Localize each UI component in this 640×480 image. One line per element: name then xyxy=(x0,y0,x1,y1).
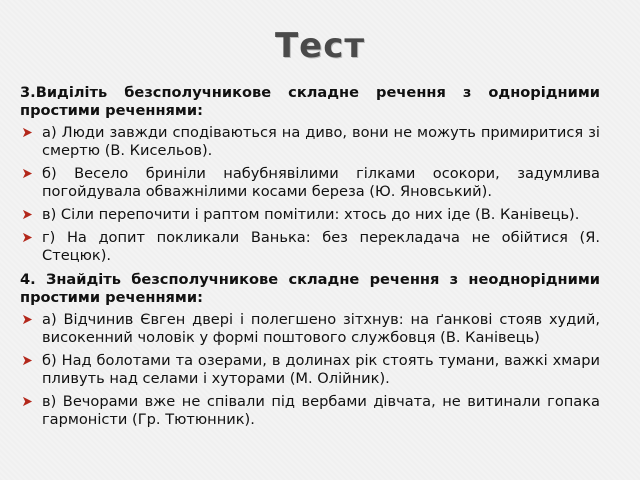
option-text: б) Над болотами та озерами, в долинах рік стоять тумани, важкі хмари пливуть над селами і хуторами (М. Олійник). xyxy=(42,352,600,387)
arrow-bullet-icon xyxy=(22,396,33,407)
slide-content xyxy=(20,84,600,449)
question-3-options xyxy=(20,124,600,265)
option-text: в) Сіли перепочити і раптом помітили: хтось до них іде (В. Канівець). xyxy=(42,206,580,223)
arrow-bullet-icon xyxy=(22,355,33,366)
list-item xyxy=(42,311,600,347)
arrow-bullet-icon xyxy=(22,209,33,220)
list-item xyxy=(42,206,600,224)
arrow-bullet-icon xyxy=(22,168,33,179)
list-item xyxy=(42,229,600,265)
slide-title: Тест xyxy=(274,26,366,66)
list-item xyxy=(42,165,600,201)
question-3-heading: 3.Виділіть безсполучникове складне речення з однорідними простими реченнями: xyxy=(20,84,600,119)
question-4-options xyxy=(20,311,600,444)
list-item xyxy=(42,124,600,160)
option-text: в) Вечорами вже не співали під вербами дівчата, не витинали гопака гармоністи (Гр. Тютюнник). xyxy=(42,393,600,428)
option-text: а) Люди завжди сподіваються на диво, вони не можуть примиритися зі смертю (В. Кисельов). xyxy=(42,124,600,159)
list-item xyxy=(42,393,600,429)
list-item xyxy=(42,434,600,444)
arrow-bullet-icon xyxy=(22,232,33,243)
question-4-heading: 4. Знайдіть безсполучникове складне речення з неоднорідними простими реченнями: xyxy=(20,271,600,306)
option-text: г) На допит покликали Ванька: без перекладача не обійтися (Я. Стецюк). xyxy=(42,229,600,264)
option-text: б) Весело бриніли набубнявілими гілками осокори, задумлива погойдувала обважнілими косами береза (Ю. Яновський). xyxy=(42,165,600,200)
arrow-bullet-icon xyxy=(22,127,33,138)
arrow-bullet-icon xyxy=(22,314,33,325)
list-item xyxy=(42,352,600,388)
option-text: а) Відчинив Євген двері і полегшено зітхнув: на ґанкові стояв худий, високенний чоловік у формі поштового службовця (В. Канівець) xyxy=(42,311,600,346)
